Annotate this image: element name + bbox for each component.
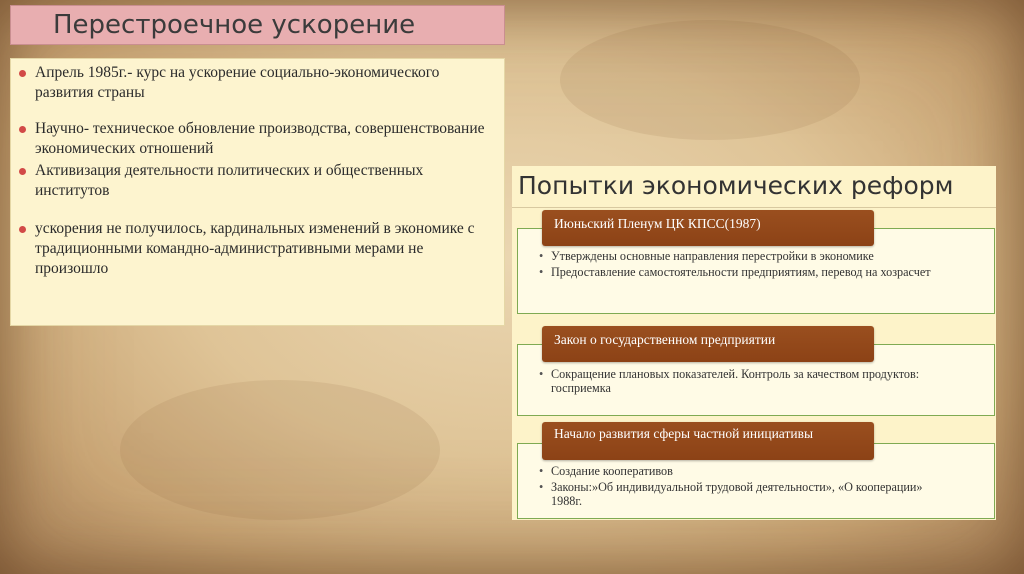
right-title: Попытки экономических реформ <box>518 171 954 200</box>
reform-heading-plenum: Июньский Пленум ЦК КПСС(1987) <box>542 210 874 246</box>
title-divider <box>512 207 996 208</box>
left-bullet: Научно- техническое обновление производства, совершенствование экономических отношений <box>17 119 496 159</box>
reform-item: • Законы:»Об индивидуальной трудовой деятельности», «О кооперации» 1988г. <box>536 480 956 508</box>
reform-item: • Сокращение плановых показателей. Контроль за качеством продуктов: госприемка <box>536 367 956 395</box>
left-bullet: Активизация деятельности политических и общественных институтов <box>17 161 496 201</box>
reform-list <box>536 367 956 397</box>
left-bullet: ускорения не получилось, кардинальных изменений в экономике с традиционными командно-административными мерами не произошло <box>17 219 496 279</box>
reform-item: • Создание кооперативов <box>536 464 956 478</box>
left-title-text: Перестроечное ускорение <box>53 10 416 40</box>
reform-heading-private-initiative: Начало развития сферы частной инициативы <box>542 422 874 460</box>
left-title <box>10 5 505 45</box>
parchment-stain <box>120 380 440 520</box>
right-panel <box>512 166 996 520</box>
parchment-stain <box>560 20 860 140</box>
reform-list <box>536 249 976 281</box>
left-content-box <box>10 58 505 326</box>
reform-item: • Утверждены основные направления перестройки в экономике <box>536 249 976 263</box>
left-bullet: Апрель 1985г.- курс на ускорение социально-экономического развития страны <box>17 63 496 103</box>
reform-item: • Предоставление самостоятельности предприятиям, перевод на хозрасчет <box>536 265 976 279</box>
reform-heading-enterprise-law: Закон о государственном предприятии <box>542 326 874 362</box>
reform-list <box>536 464 956 510</box>
